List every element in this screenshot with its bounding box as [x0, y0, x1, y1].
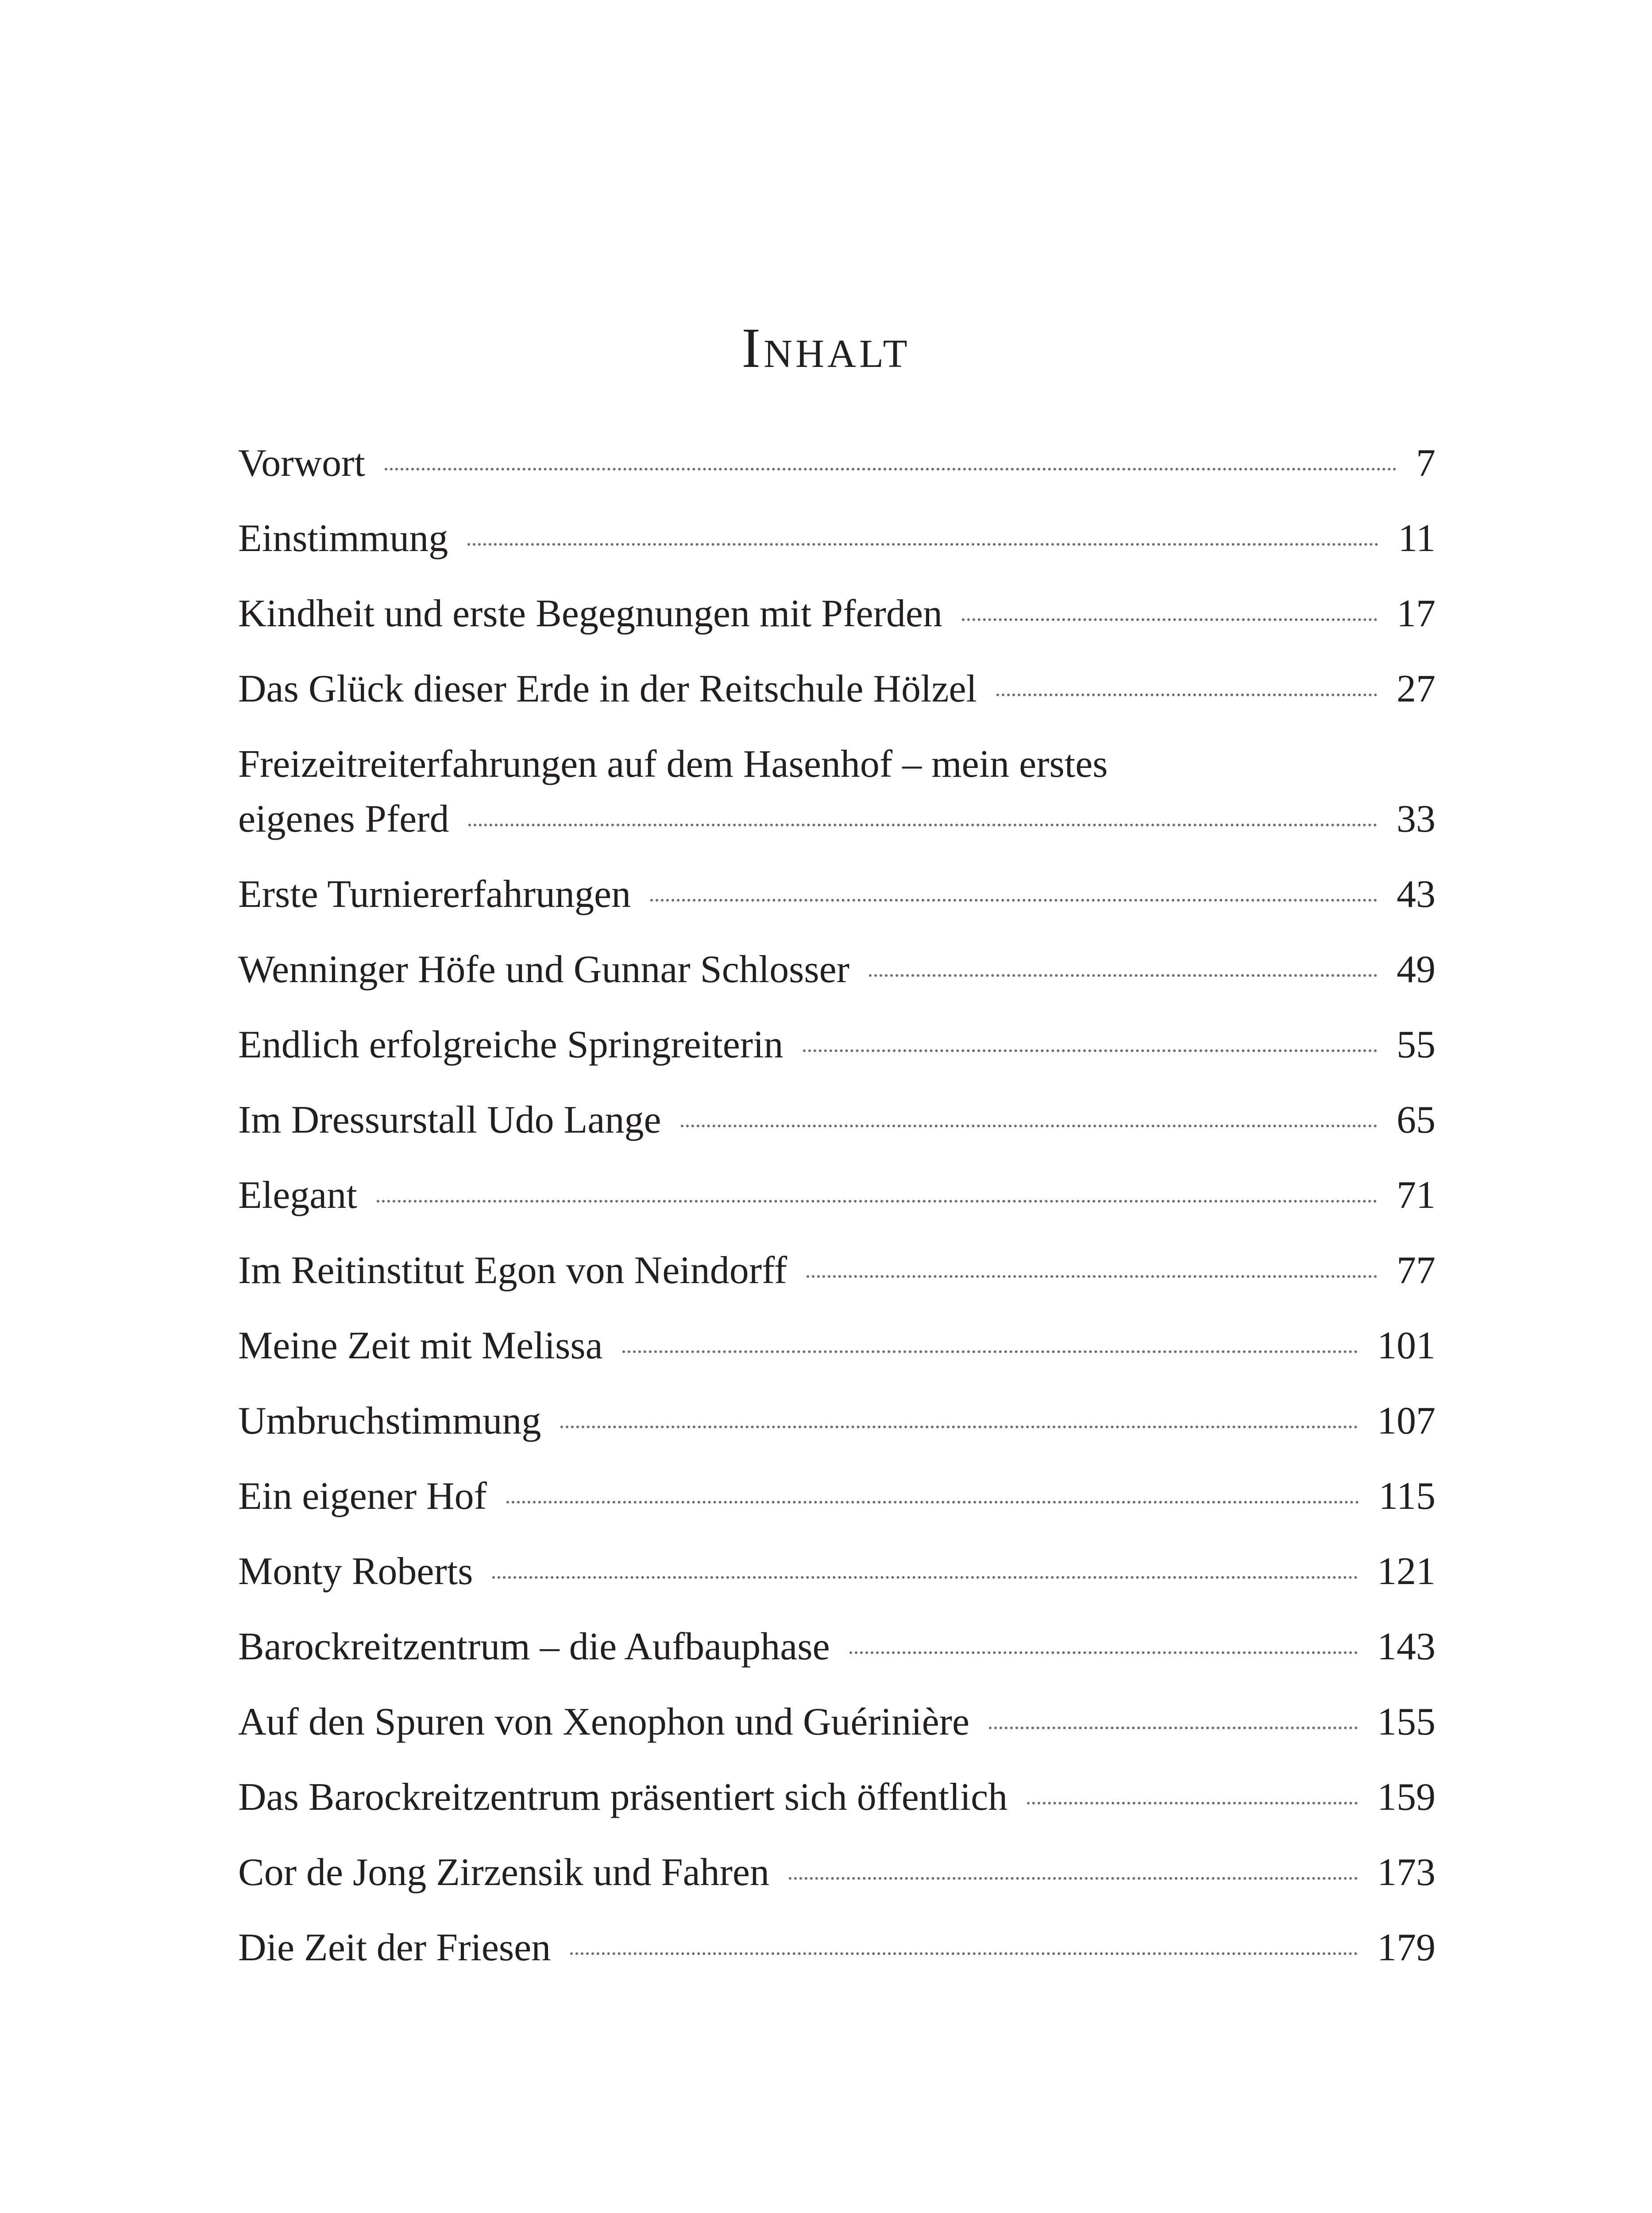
toc-entry-title-line1: Freizeitreiterfahrungen auf dem Hasenhof – mein erstes	[238, 743, 1108, 786]
toc-entry-line2	[238, 792, 1436, 847]
toc-page-number: 173	[1377, 1851, 1436, 1894]
dot-leader	[560, 1426, 1358, 1428]
toc-page-number: 179	[1377, 1926, 1436, 1969]
toc-entry	[238, 867, 1436, 922]
toc-page-number: 143	[1377, 1625, 1436, 1668]
dot-leader	[789, 1877, 1358, 1880]
toc-entry	[238, 1920, 1436, 1975]
toc-entry	[238, 1544, 1436, 1599]
toc-entry-title: Barockreitzentrum – die Aufbauphase	[238, 1625, 830, 1668]
toc-page-number: 43	[1397, 873, 1436, 916]
dot-leader	[468, 824, 1377, 826]
dot-leader	[377, 1200, 1377, 1203]
toc-entry-title: Cor de Jong Zirzensik und Fahren	[238, 1851, 769, 1894]
toc-entry	[238, 586, 1436, 641]
toc-page-number: 121	[1377, 1550, 1436, 1593]
toc-entry	[238, 436, 1436, 491]
toc-page-number: 49	[1397, 948, 1436, 991]
toc-page-number: 17	[1397, 592, 1436, 635]
toc-entry-title: Meine Zeit mit Melissa	[238, 1324, 603, 1367]
dot-leader	[807, 1275, 1377, 1278]
toc-entry	[238, 1093, 1436, 1148]
toc-entry-title: Im Dressurstall Udo Lange	[238, 1099, 661, 1141]
toc-entry	[238, 511, 1436, 566]
dot-leader	[1027, 1802, 1358, 1804]
toc-entry-title: Auf den Spuren von Xenophon und Guérinière	[238, 1700, 970, 1743]
toc-entry-title: Monty Roberts	[238, 1550, 473, 1593]
toc-entry-title-line2: eigenes Pferd	[238, 798, 449, 840]
toc-heading: Inhalt	[741, 316, 911, 379]
toc-entry-title: Das Barockreitzentrum präsentiert sich öffentlich	[238, 1776, 1008, 1819]
toc-entry-title: Elegant	[238, 1174, 357, 1217]
dot-leader	[385, 468, 1397, 470]
toc-entry	[238, 1319, 1436, 1373]
toc-entry-title: Vorwort	[238, 442, 365, 485]
toc-entry-title: Kindheit und erste Begegnungen mit Pferden	[238, 592, 942, 635]
dot-leader	[803, 1049, 1377, 1052]
dot-leader	[996, 694, 1377, 696]
toc-page-number: 27	[1397, 667, 1436, 710]
toc-entry-title: Endlich erfolgreiche Springreiterin	[238, 1023, 784, 1066]
toc-entry	[238, 662, 1436, 717]
toc-entry-title: Umbruchstimmung	[238, 1400, 541, 1442]
toc-entry	[238, 1845, 1436, 1900]
toc-entry-title: Erste Turniererfahrungen	[238, 873, 631, 916]
toc-page-number: 55	[1397, 1023, 1436, 1066]
toc-entry	[238, 942, 1436, 997]
toc-entry	[238, 1619, 1436, 1674]
dot-leader	[570, 1952, 1358, 1955]
toc-entry	[238, 1243, 1436, 1298]
toc-entry	[238, 1168, 1436, 1223]
dot-leader	[989, 1727, 1358, 1729]
toc-page-number: 11	[1398, 517, 1436, 560]
toc-page-number: 33	[1397, 798, 1436, 840]
dot-leader	[869, 974, 1377, 977]
dot-leader	[492, 1576, 1358, 1579]
toc-entry	[238, 1394, 1436, 1449]
toc-entry	[238, 1770, 1436, 1825]
toc-page-number: 107	[1377, 1400, 1436, 1442]
toc-page-number: 7	[1416, 442, 1436, 485]
table-of-contents	[238, 436, 1436, 1996]
dot-leader	[467, 543, 1378, 546]
toc-entry-title: Einstimmung	[238, 517, 448, 560]
dot-leader	[681, 1125, 1377, 1127]
toc-entry-title: Das Glück dieser Erde in der Reitschule Hölzel	[238, 667, 977, 710]
dot-leader	[622, 1350, 1358, 1353]
toc-entry-title: Im Reitinstitut Egon von Neindorff	[238, 1249, 787, 1292]
toc-page-number: 101	[1377, 1324, 1436, 1367]
dot-leader	[506, 1501, 1359, 1504]
toc-entry	[238, 1018, 1436, 1072]
toc-entry	[238, 1469, 1436, 1524]
toc-page-number: 159	[1377, 1776, 1436, 1819]
toc-entry-title: Wenninger Höfe und Gunnar Schlosser	[238, 948, 850, 991]
dot-leader	[650, 899, 1377, 902]
toc-entry-title: Die Zeit der Friesen	[238, 1926, 551, 1969]
dot-leader	[962, 618, 1377, 621]
toc-entry	[238, 1695, 1436, 1750]
toc-page-number: 77	[1397, 1249, 1436, 1292]
toc-page-number: 155	[1377, 1700, 1436, 1743]
toc-page-number: 71	[1397, 1174, 1436, 1217]
toc-entry	[238, 737, 1436, 847]
dot-leader	[849, 1651, 1358, 1654]
toc-entry-title: Ein eigener Hof	[238, 1475, 487, 1518]
toc-page-number: 115	[1378, 1475, 1436, 1518]
toc-page-number: 65	[1397, 1099, 1436, 1141]
